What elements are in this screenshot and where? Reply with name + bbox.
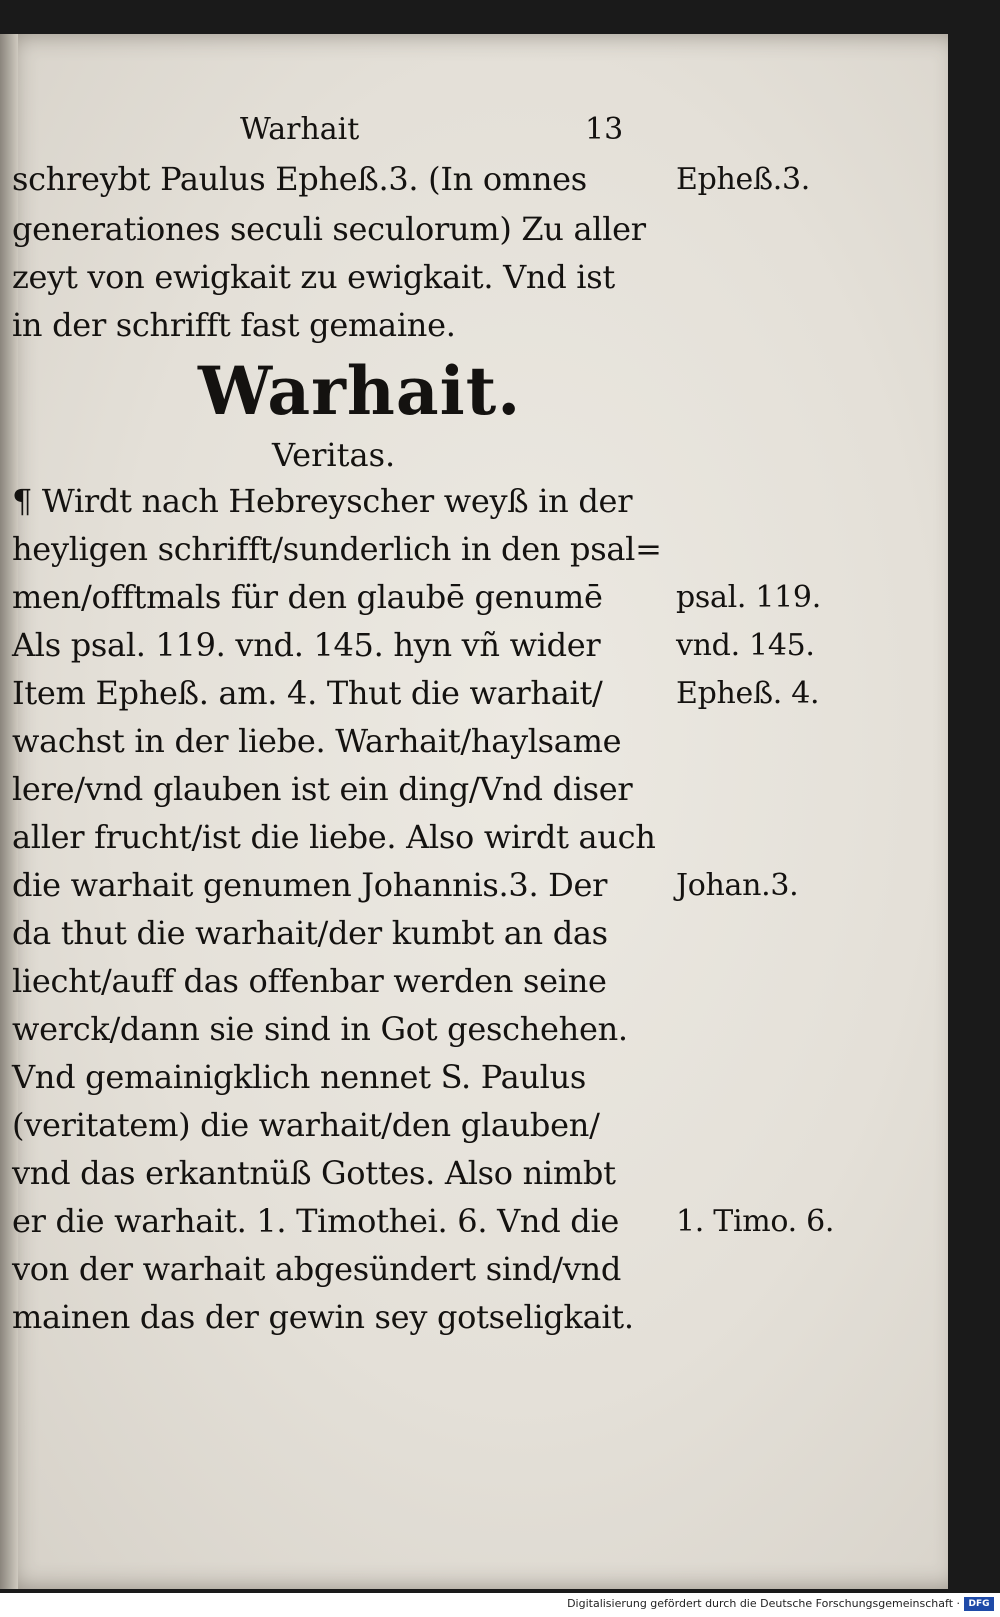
margin-note: Epheß. 4. [676,676,820,711]
text-line: Als psal. 119. vnd. 145. hyn vñ wider [12,626,601,664]
section-subheading: Veritas. [272,436,396,474]
text-line: (veritatem) die warhait/den glauben/ [12,1106,600,1144]
text-line: heyligen schrifft/sunderlich in den psal= [12,530,662,568]
text-line: er die warhait. 1. Timothei. 6. Vnd die [12,1202,620,1240]
text-line: aller frucht/ist die liebe. Also wirdt auch [12,818,656,856]
margin-note: 1. Timo. 6. [676,1204,835,1239]
digitization-credit: Digitalisierung gefördert durch die Deutsche Forschungsgemeinschaft · [567,1597,960,1610]
section-heading: Warhait. [198,352,522,430]
text-line: generationes seculi seculorum) Zu aller [12,210,646,248]
text-line: schreybt Paulus Epheß.3. (In omnes [12,160,587,198]
text-line: von der warhait abgesündert sind/vnd [12,1250,622,1288]
text-line: liecht/auff das offenbar werden seine [12,962,607,1000]
text-line: ¶ Wirdt nach Hebreyscher weyß in der [12,482,633,520]
running-head: Warhait [240,112,360,147]
margin-note: vnd. 145. [676,628,815,663]
margin-note: Johan.3. [676,868,799,903]
margin-note: psal. 119. [676,580,821,615]
text-line: Vnd gemainigklich nennet S. Paulus [12,1058,587,1096]
dfg-logo: DFG [964,1597,994,1611]
text-line: die warhait genumen Johannis.3. Der [12,866,608,904]
text-line: mainen das der gewin sey gotseligkait. [12,1298,634,1336]
text-line: vnd das erkantnüß Gottes. Also nimbt [12,1154,616,1192]
text-line: werck/dann sie sind in Got geschehen. [12,1010,628,1048]
text-line: Item Epheß. am. 4. Thut die warhait/ [12,674,603,712]
page-number: 13 [585,112,624,147]
text-line: wachst in der liebe. Warhait/haylsame [12,722,622,760]
text-line: zeyt von ewigkait zu ewigkait. Vnd ist [12,258,615,296]
margin-note: Epheß.3. [676,162,810,197]
text-line: in der schrifft fast gemaine. [12,306,456,344]
text-line: lere/vnd glauben ist ein ding/Vnd diser [12,770,633,808]
text-line: da thut die warhait/der kumbt an das [12,914,608,952]
text-line: men/offtmals für den glaubē genumē [12,578,603,616]
